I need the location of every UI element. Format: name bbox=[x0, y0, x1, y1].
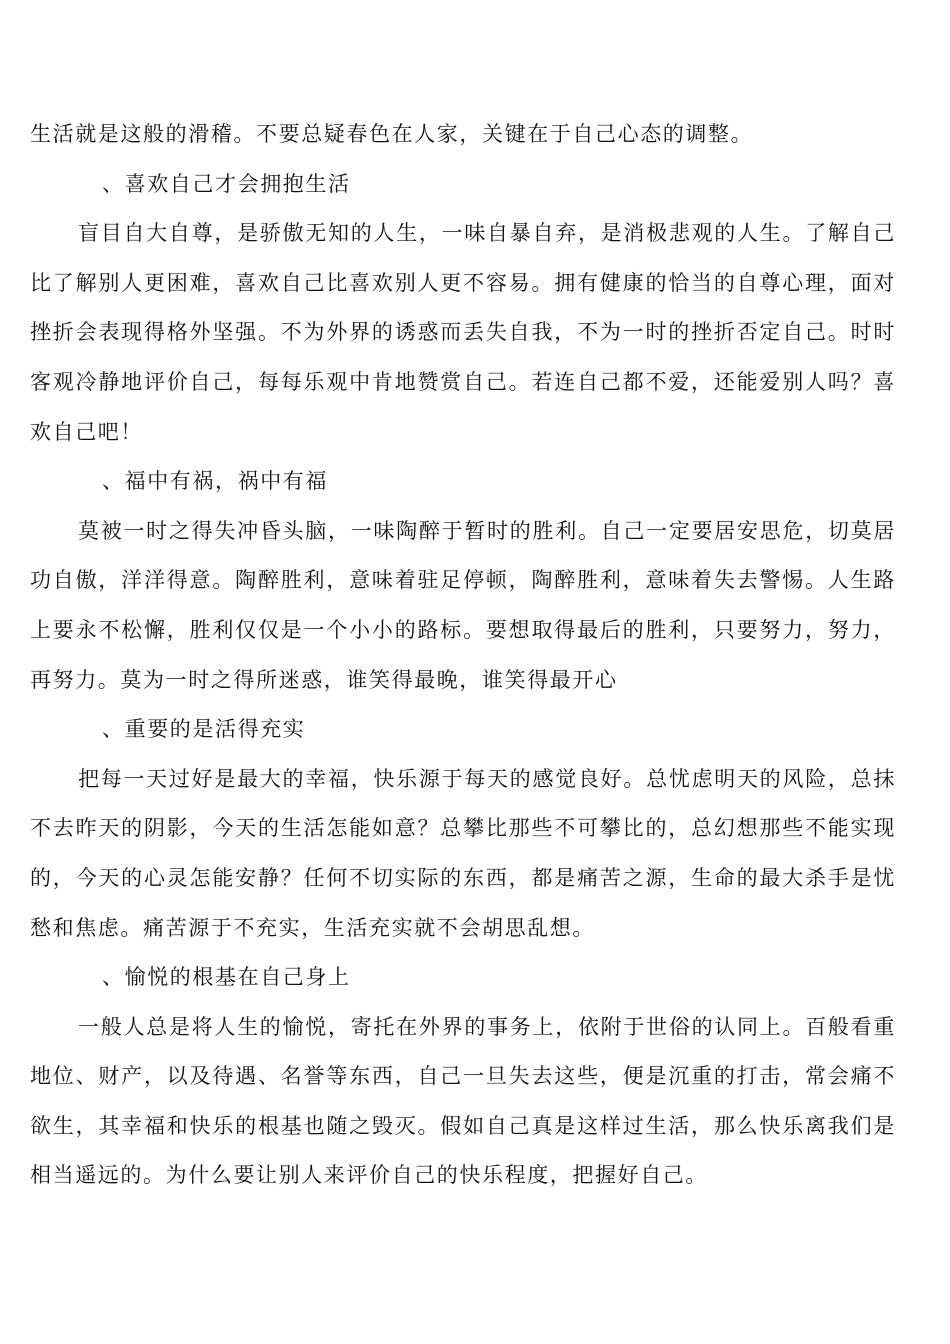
section-heading-root-of-joy: 、愉悦的根基在自己身上 bbox=[102, 965, 351, 990]
section-heading-fortune-misfortune: 、福中有祸，祸中有福 bbox=[102, 469, 328, 494]
paragraph-fortune-misfortune: 莫被一时之得失冲昏头脑，一味陶醉于暂时的胜利。自己一定要居安思危，切莫居功自傲，洋洋得意。陶醉胜利，意味着驻足停顿，陶醉胜利，意味着失去警惕。人生路上要永不松懈，胜利仅仅是一个小小的路标。要想取得最后的胜利，只要努力，努力，再努力。莫为一时之得所迷惑，谁笑得最晚，谁笑得最开心 bbox=[30, 518, 896, 692]
section-heading-like-yourself: 、喜欢自己才会拥抱生活 bbox=[102, 171, 351, 196]
paragraph-live-fully: 把每一天过好是最大的幸福，快乐源于每天的感觉良好。总忧虑明天的风险，总抹不去昨天的阴影，今天的生活怎能如意？总攀比那些不可攀比的，总幻想那些不能实现的，今天的心灵怎能安静？任何不切实际的东西，都是痛苦之源，生命的最大杀手是忧愁和焦虑。痛苦源于不充实，生活充实就不会胡思乱想。 bbox=[30, 766, 896, 940]
paragraph-like-yourself: 盲目自大自尊，是骄傲无知的人生，一味自暴自弃，是消极悲观的人生。了解自己比了解别人更困难，喜欢自己比喜欢别人更不容易。拥有健康的恰当的自尊心理，面对挫折会表现得格外坚强。不为外界的诱惑而丢失自我，不为一时的挫折否定自己。时时客观冷静地评价自己，每每乐观中肯地赞赏自己。若连自己都不爱，还能爱别人吗？喜欢自己吧！ bbox=[30, 221, 896, 444]
document-body bbox=[30, 110, 896, 1201]
section-heading-live-fully: 、重要的是活得充实 bbox=[102, 717, 306, 742]
paragraph-continuation: 生活就是这般的滑稽。不要总疑春色在人家，关键在于自己心态的调整。 bbox=[30, 122, 754, 146]
paragraph-root-of-joy: 一般人总是将人生的愉悦，寄托在外界的事务上，依附于世俗的认同上。百般看重地位、财产，以及待遇、名誉等东西，自己一旦失去这些，便是沉重的打击，常会痛不欲生，其幸福和快乐的根基也随之毁灭。假如自己真是这样过生活，那么快乐离我们是相当遥远的。为什么要让别人来评价自己的快乐程度，把握好自己。 bbox=[30, 1014, 896, 1188]
